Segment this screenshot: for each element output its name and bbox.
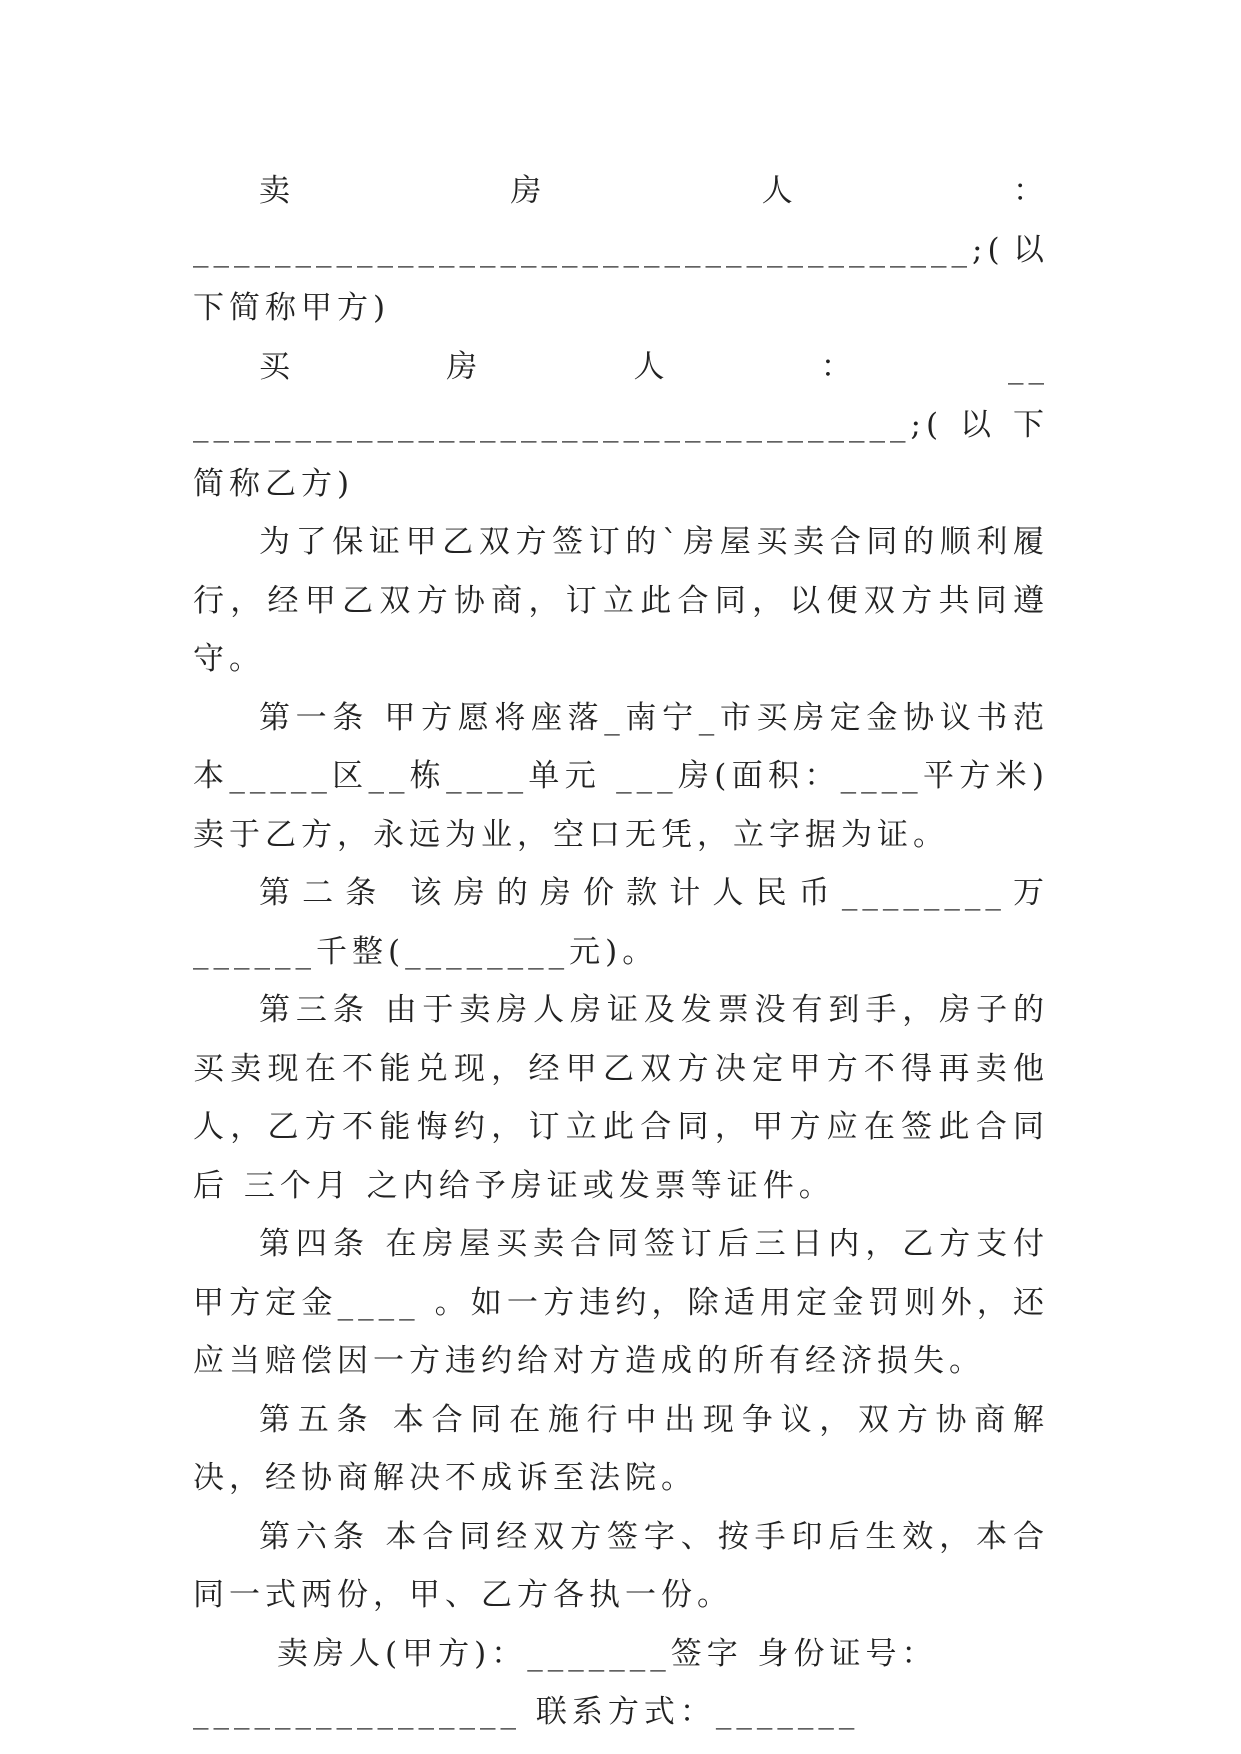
article-2: 第二条 该房的房价款计人民币________万______千整(________元)。: [193, 875, 1049, 970]
intro-paragraph: 为了保证甲乙双方签订的`房屋买卖合同的顺利履行，经甲乙双方协商，订立此合同，以便双方共同遵守。: [193, 524, 1049, 677]
article-1: 第一条 甲方愿将座落_南宁_市买房定金协议书范本_____区__栋____单元 ___房(面积：____平方米)卖于乙方，永远为业，空口无凭，立字据为证。: [193, 699, 1049, 853]
article-5: 第五条 本合同在施行中出现争议，双方协商解决，经协商解决不成诉至法院。: [193, 1401, 1049, 1496]
article-6: 第六条 本合同经双方签字、按手印后生效，本合同一式两份，甲、乙方各执一份。: [193, 1518, 1049, 1613]
buyer-line: 买房人：__ ___________________________________;(以下简称乙方): [193, 348, 1064, 502]
contract-body: [193, 162, 1064, 1742]
article-3: 第三条 由于卖房人房证及发票没有到手，房子的买卖现在不能兑现，经甲乙双方决定甲方不得再卖他人，乙方不能悔约，订立此合同，甲方应在签此合同后 三个月 之内给予房证或发票等证件。: [193, 992, 1049, 1204]
signature-line: 卖房人(甲方)：_______签字 身份证号：________________ 联系方式：_______: [193, 1635, 938, 1730]
seller-line: 卖房人：______________________________________;(以下简称甲方): [193, 173, 1049, 326]
article-4: 第四条 在房屋买卖合同签订后三日内，乙方支付甲方定金____ 。如一方违约，除适用定金罚则外，还应当赔偿因一方违约给对方造成的所有经济损失。: [193, 1226, 1049, 1379]
